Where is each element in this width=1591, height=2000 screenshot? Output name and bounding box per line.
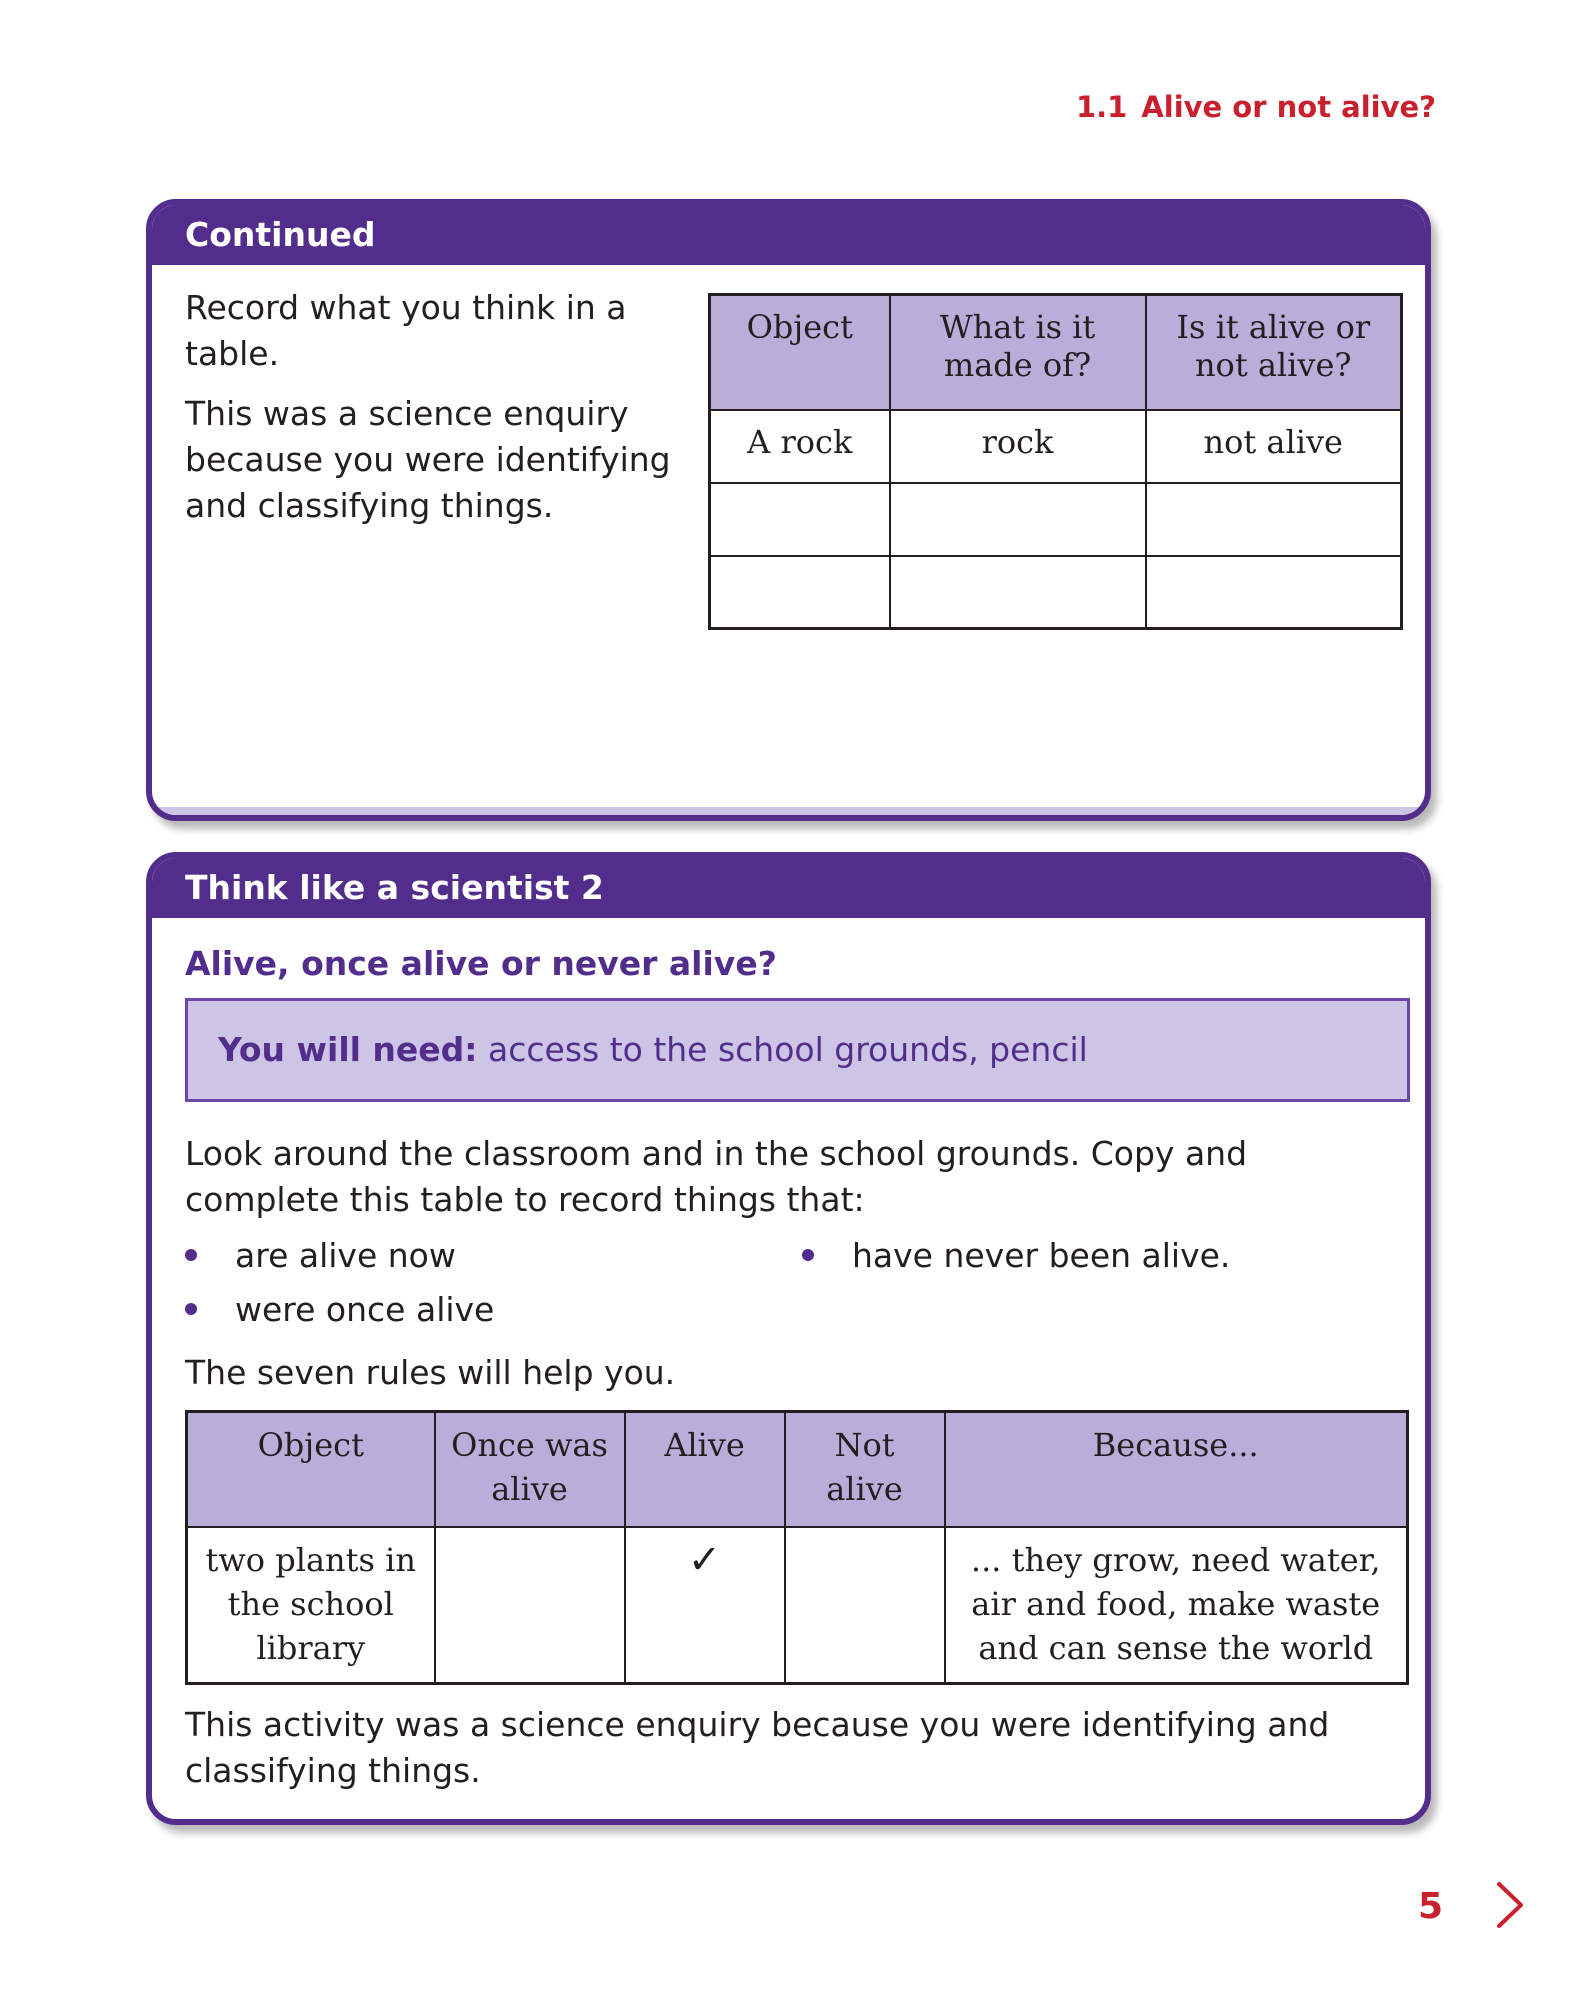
table-header-row — [710, 295, 1402, 410]
running-head — [1076, 90, 1436, 124]
bullet-dot — [185, 1249, 197, 1261]
you-will-need-label: You will need: — [218, 1030, 478, 1069]
table-header-cell: Object — [187, 1412, 435, 1527]
table-row — [187, 1527, 1408, 1684]
table-cell: ... they grow, need water, air and food, make waste and can sense the world — [945, 1527, 1408, 1684]
table-cell — [890, 556, 1146, 629]
table-header-cell: Not alive — [785, 1412, 945, 1527]
table-cell: two plants in the school library — [187, 1527, 435, 1684]
checkmark-cell: ✓ — [625, 1527, 785, 1684]
list-item-text: have never been alive. — [852, 1236, 1231, 1275]
continued-header: Continued — [152, 205, 1425, 265]
table-cell: rock — [890, 410, 1146, 483]
table-header-cell: Alive — [625, 1412, 785, 1527]
record-table — [708, 293, 1403, 630]
table-header-cell: Once was alive — [435, 1412, 625, 1527]
table-header-cell: Is it alive or not alive? — [1146, 295, 1402, 410]
table-cell — [435, 1527, 625, 1684]
table-header-row — [187, 1412, 1408, 1527]
bullet-dot — [185, 1303, 197, 1315]
how-am-i-doing-panel — [152, 807, 1425, 821]
list-item-text: are alive now — [235, 1236, 456, 1275]
classification-table — [185, 1410, 1409, 1685]
table-header-cell: Because... — [945, 1412, 1408, 1527]
record-paragraph: Record what you think in a table. — [185, 288, 627, 373]
bullet-dot — [802, 1249, 814, 1261]
table-header-cell: What is it made of? — [890, 295, 1146, 410]
table-cell: not alive — [1146, 410, 1402, 483]
chevron-right-icon[interactable] — [1495, 1880, 1525, 1930]
activity-subtitle: Alive, once alive or never alive? — [185, 944, 777, 983]
table-row — [710, 410, 1402, 483]
section-number: 1.1 — [1075, 90, 1128, 124]
table-cell — [1146, 556, 1402, 629]
page-number: 5 — [1418, 1886, 1444, 1927]
table-row — [710, 556, 1402, 629]
table-cell — [785, 1527, 945, 1684]
continued-text — [185, 285, 685, 543]
table-header-cell: Object — [710, 295, 890, 410]
table-cell — [710, 556, 890, 629]
table-cell: A rock — [710, 410, 890, 483]
enquiry-paragraph: This was a science enquiry because you were identifying and classifying things. — [185, 394, 671, 525]
table-row — [710, 483, 1402, 556]
table-cell — [1146, 483, 1402, 556]
bullet-list — [185, 1236, 1405, 1336]
think-like-scientist-box — [146, 852, 1431, 1825]
table-cell — [710, 483, 890, 556]
rules-paragraph: The seven rules will help you. — [185, 1353, 676, 1392]
you-will-need-items: access to the school grounds, pencil — [488, 1030, 1088, 1069]
scientist-header: Think like a scientist 2 — [152, 858, 1425, 918]
closing-paragraph: This activity was a science enquiry because you were identifying and classifying things. — [185, 1705, 1330, 1790]
instructions-paragraph: Look around the classroom and in the school grounds. Copy and complete this table to record things that: — [185, 1134, 1248, 1219]
list-item-text: were once alive — [235, 1290, 495, 1329]
you-will-need-panel — [185, 998, 1410, 1102]
continued-box — [146, 199, 1431, 821]
table-cell — [890, 483, 1146, 556]
section-title: Alive or not alive? — [1141, 90, 1436, 124]
